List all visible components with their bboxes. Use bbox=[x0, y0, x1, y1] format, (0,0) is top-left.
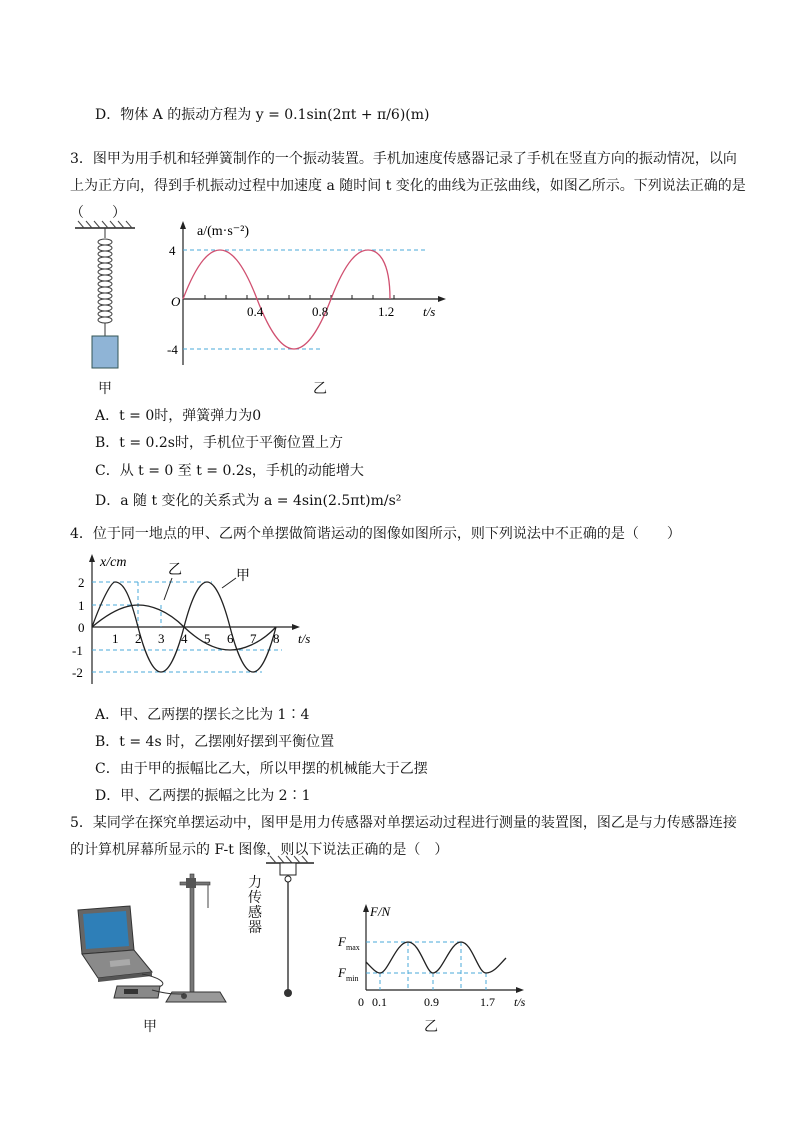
q3-xtick-3: 1.2 bbox=[378, 304, 395, 319]
q4-stem: 4．位于同一地点的甲、乙两个单摆做简谐运动的图像如图所示，则下列说法中不正确的是（ ） bbox=[70, 526, 681, 542]
q4-option-a: A．甲、乙两摆的摆长之比为 1∶4 bbox=[95, 707, 310, 723]
q5-sensor-char-1: 力 bbox=[248, 875, 262, 891]
q4-xtick-2: 2 bbox=[135, 631, 142, 646]
q5-xtick-09: 0.9 bbox=[424, 995, 439, 1009]
q3-option-d: D．a 随 t 变化的关系式为 a = 4sin(2.5πt)m/s² bbox=[95, 493, 402, 509]
q4-ytick-neg1: -1 bbox=[72, 643, 83, 658]
q4-xtick-5: 5 bbox=[204, 631, 211, 646]
q4-ytick-1: 1 bbox=[78, 598, 85, 613]
q4-xlabel: t/s bbox=[298, 631, 311, 646]
q4-ylabel: x/cm bbox=[100, 555, 127, 570]
q5-sensor-label bbox=[248, 876, 262, 936]
q5-xlabel: t/s bbox=[514, 995, 526, 1009]
q5-pendulum-sensor bbox=[258, 855, 318, 1005]
q4-ytick-neg2: -2 bbox=[72, 665, 83, 680]
q4-xtick-6: 6 bbox=[227, 631, 234, 646]
q4-xtick-1: 1 bbox=[112, 631, 119, 646]
q2-option-d-prefix: D．物体 A 的振动方程为 bbox=[95, 107, 252, 123]
q3-ytick-pos: 4 bbox=[169, 243, 176, 258]
q4-xtick-7: 7 bbox=[250, 631, 257, 646]
q3-ytick-neg: -4 bbox=[167, 342, 178, 357]
q4-option-c: C．由于甲的振幅比乙大，所以甲摆的机械能大于乙摆 bbox=[95, 761, 428, 777]
q5-apparatus-laptop-stand bbox=[72, 868, 237, 1008]
q3-xlabel: t/s bbox=[423, 304, 436, 319]
q4-xtick-4: 4 bbox=[181, 631, 188, 646]
q4-ytick-0: 0 bbox=[78, 620, 85, 635]
q5-fmax-sub: max bbox=[346, 943, 360, 952]
q5-fig-jia-caption: 甲 bbox=[143, 1019, 157, 1035]
q3-spring-device-figure bbox=[70, 220, 150, 370]
q5-stem: 5．某同学在探究单摆运动中，图甲是用力传感器对单摆运动过程进行测量的装置图，图乙是与力传感器连接的计算机屏幕所显示的 F-t 图像，则以下说法正确的是（ ） bbox=[70, 815, 737, 858]
q3-option-b: B．t = 0.2s时，手机位于平衡位置上方 bbox=[95, 435, 343, 451]
q3-fig-jia-caption: 甲 bbox=[98, 381, 112, 397]
q4-pendulum-graph bbox=[72, 548, 332, 688]
q5-xtick-01: 0.1 bbox=[372, 995, 387, 1009]
q3-option-c: C．从 t = 0 至 t = 0.2s，手机的动能增大 bbox=[95, 463, 364, 479]
q4-xtick-3: 3 bbox=[158, 631, 165, 646]
q2-option-d bbox=[95, 104, 430, 124]
q5-sensor-char-4: 器 bbox=[248, 920, 262, 936]
q5-fig-yi-caption: 乙 bbox=[424, 1019, 438, 1035]
q4-xtick-8: 8 bbox=[273, 631, 280, 646]
q4-option-b: B．t = 4s 时，乙摆刚好摆到平衡位置 bbox=[95, 734, 335, 750]
q5-sensor-char-3: 感 bbox=[248, 905, 262, 921]
q5-xtick-17: 1.7 bbox=[480, 995, 495, 1009]
q4-ytick-2: 2 bbox=[78, 575, 85, 590]
q5-ylabel: F/N bbox=[370, 904, 391, 919]
q5-fmin-sub: min bbox=[346, 974, 359, 983]
q3-origin-label: O bbox=[171, 294, 181, 309]
q3-stem: 3．图甲为用手机和轻弹簧制作的一个振动装置。手机加速度传感器记录了手机在竖直方向的振动情况，以向上为正方向，得到手机振动过程中加速度 a 随时间 t 变化的曲线为正弦曲线，如图乙所示。下列说法正确的是（ ） bbox=[70, 151, 746, 221]
q4-label-yi: 乙 bbox=[168, 563, 182, 578]
q4-label-jia: 甲 bbox=[236, 569, 250, 584]
q5-fmax-label: F bbox=[338, 934, 346, 949]
q4-option-d: D．甲、乙两摆的振幅之比为 2∶1 bbox=[95, 788, 311, 804]
q5-fmin-label: F bbox=[338, 965, 346, 980]
q3-ylabel: a/(m·s⁻²) bbox=[197, 224, 250, 239]
q3-acceleration-graph bbox=[165, 215, 455, 370]
q5-xtick-0: 0 bbox=[358, 995, 364, 1009]
q5-force-curve bbox=[366, 942, 506, 973]
q3-fig-yi-caption: 乙 bbox=[313, 381, 327, 397]
q3-xtick-2: 0.8 bbox=[312, 304, 329, 319]
q2-option-d-formula: y = 0.1sin(2πt + π/6)(m) bbox=[255, 107, 430, 123]
q3-option-a: A．t = 0时，弹簧弹力为0 bbox=[95, 408, 262, 424]
q5-force-time-graph bbox=[336, 900, 536, 1010]
q3-xtick-1: 0.4 bbox=[247, 304, 264, 319]
q5-sensor-char-2: 传 bbox=[248, 890, 262, 906]
